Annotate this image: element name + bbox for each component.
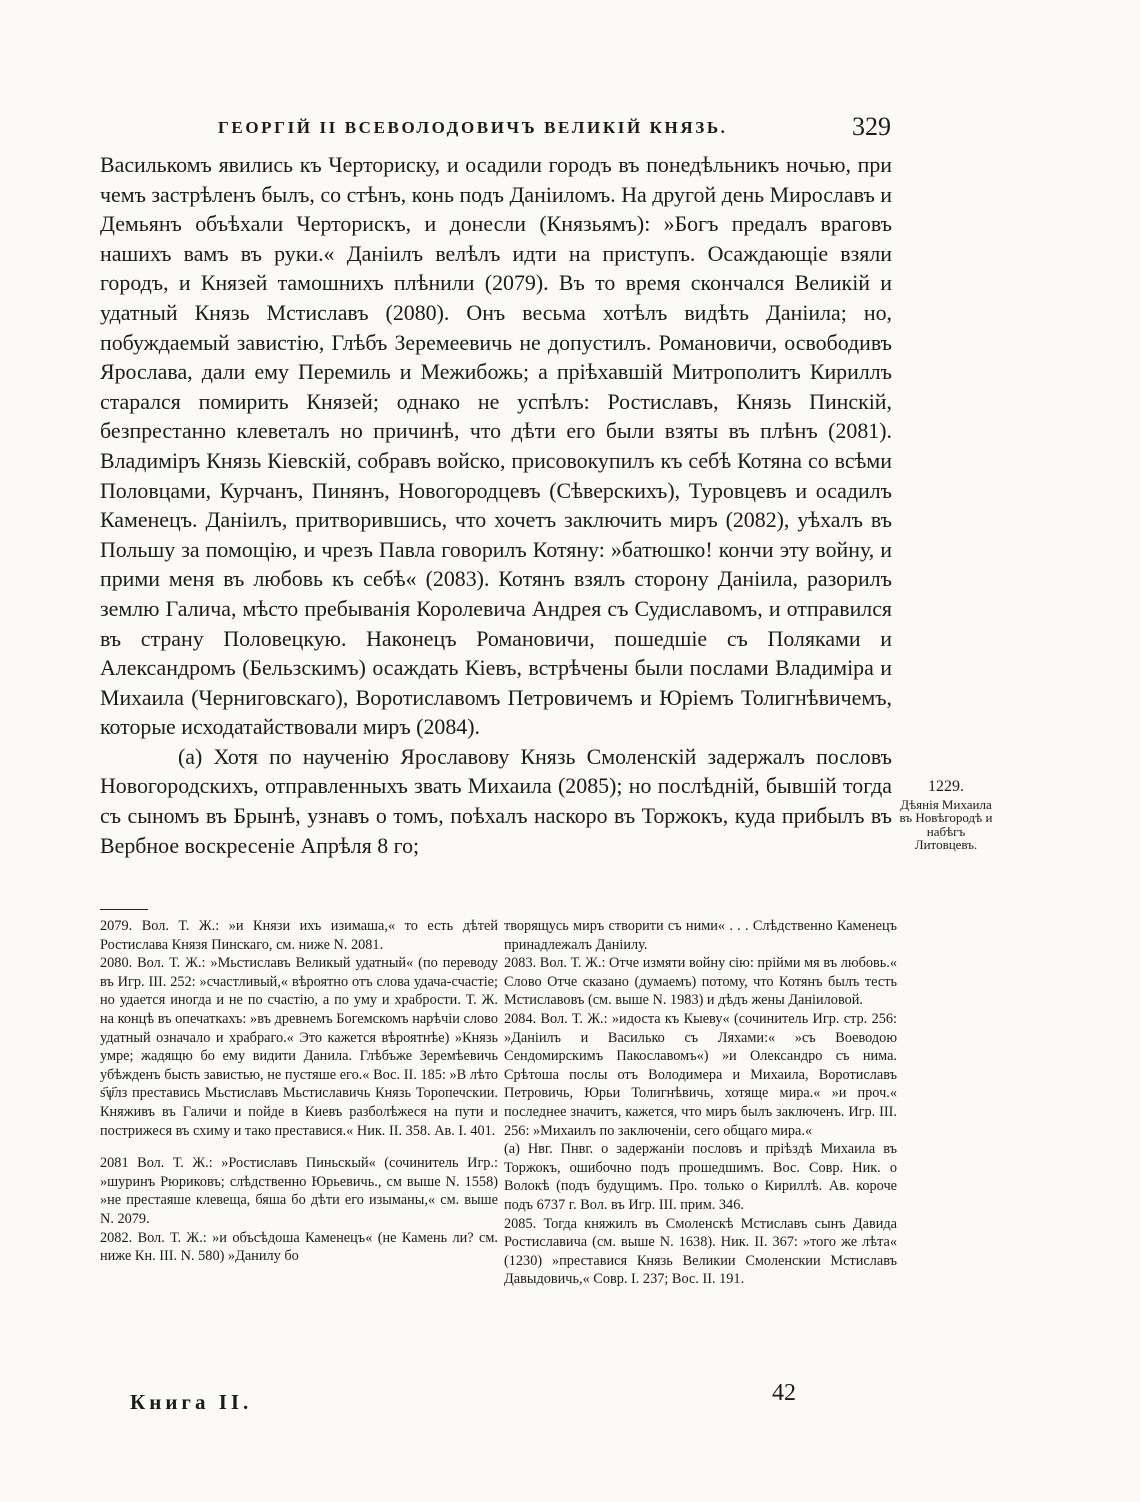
- footnote-rule: [100, 909, 148, 910]
- footnotes-left-column: [100, 917, 498, 1266]
- sheet-number: 42: [772, 1380, 796, 1406]
- marginal-note: [898, 780, 994, 852]
- footnote: творящусь миръ створити съ ними« . . . Слѣдственно Каменецъ принадлежалъ Даніилу.: [504, 918, 897, 953]
- marginal-year: 1229.: [928, 778, 964, 795]
- footnote: (а) Нвг. Пнвг. о задержаніи пословъ и пріѣздѣ Михаила въ Торжокъ, ошибочно подъ прошедшимъ. Вос. Совр. Ник. о Волокѣ (подъ будущимъ. Про. только о Кириллѣ. Ав. короче подъ 6737 г. Вол. въ Игр. III. прим. 346.: [504, 1141, 897, 1213]
- footnote: 2083. Вол. Т. Ж.: Отче измяти войну сію: прійми мя въ любовь.« Слово Отче сказано (думаемъ) потому, что Котянъ былъ тесть Мстиславовъ (см. выше N. 1983) и дѣдъ жены Даніиловой.: [504, 955, 897, 1009]
- footnote: 2084. Вол. Т. Ж.: »идоста къ Кыеву« (сочинитель Игр. стр. 256: »Даніилъ и Василько съ Ляхами:« »съ Воеводою Сендомирскимъ Пакославомъ«) »и Олександро съ нима. Срѣтоша послы отъ Володимера и Михаила, Воротиславъ Петровичь, Юрьи Толигнѣвичь, хотяще мира.« »и проч.« последнее значитъ, кажется, что миръ былъ заключенъ. Игр. III. 256: »Михаилъ по заключеніи, сего общаго мира.«: [504, 1010, 897, 1139]
- page-header: [0, 112, 1140, 152]
- footnote: 2085. Тогда княжилъ въ Смоленскѣ Мстиславъ сынъ Давида Ростиславича (см. выше N. 1638). Ник. II. 367: »того же лѣта« (1230) »преставися Князь Великии Смоленскии Мстиславъ Давыдовичь,« Совр. I. 237; Вос. II. 191.: [504, 1215, 898, 1288]
- body-paragraph: (а) Хотя по наученію Ярославову Князь Смоленскій задержалъ пословъ Новогородскихъ, отправленныхъ звать Михаила (2085); но послѣдній, бывшій тогда съ сыномъ въ Брынѣ, узнавъ о томъ, поѣхалъ наскоро въ Торжокъ, куда прибылъ въ Вербное воскресеніе Апрѣля 8 го;: [100, 743, 892, 858]
- footnotes-right-column: [504, 917, 897, 1289]
- footnote: 2079. Вол. Т. Ж.: »и Князи ихъ изимаша,« то есть дѣтей Ростислава Князя Пинскаго, см. ниже N. 2081.: [100, 918, 498, 953]
- footnote: 2082. Вол. Т. Ж.: »и объсѣдоша Каменецъ« (не Камень ли? см. ниже Кн. III. N. 580) »Данилу бо: [100, 1229, 498, 1265]
- body-paragraph: Василькомъ явились къ Черториску, и осадили городъ въ понедѣльникъ ночью, при чемъ застрѣленъ былъ, со стѣнъ, конь подъ Даніиломъ. На другой день Мирославъ и Демьянъ объѣхали Черторискъ, и донесли (Князьямъ): »Богъ предалъ враговъ нашихъ вамъ въ руки.« Даніилъ велѣлъ идти на приступъ. Осаждающіе взяли городъ, и Князей тамошнихъ плѣнили (2079). Въ то время скончался Великій и удатный Князь Мстиславъ (2080). Онъ весьма хотѣлъ видѣть Даніила; но, побуждаемый завистію, Глѣбъ Зеремеевичь не допустилъ. Романовичи, освободивъ Ярослава, дали ему Перемиль и Межибожь; а пріѣхавшій Митрополитъ Кириллъ старался помирить Князей; однако не успѣлъ: Ростиславъ, Князь Пинскій, безпрестанно клеветалъ но причинѣ, что дѣти его были взяты въ плѣнъ (2081). Владиміръ Князь Кіевскій, собравъ войско, присовокупилъ къ себѣ Котяна со всѣми Половцами, Курчанъ, Пинянъ, Новогородцевъ (Сѣверскихъ), Туровцевъ и осадилъ Каменецъ. Даніилъ, притворившись, что хочетъ заключить миръ (2082), уѣхалъ въ Польшу за помощію, и чрезъ Павла говорилъ Котяну: »батюшко! кончи эту войну, и прими меня въ любовь къ себѣ« (2083). Котянъ взялъ сторону Даніила, разорилъ землю Галича, мѣсто пребыванія Королевича Андрея съ Судиславомъ, и отправился въ страну Половецкую. Наконецъ Романовичи, пошедшіе съ Поляками и Александромъ (Бельзскимъ) осаждать Кіевъ, встрѣчены были послами Владиміра и Михаила (Черниговскаго), Воротиславомъ Петровичемъ и Юріемъ Толигнѣвичемъ, которые исходатайствовали миръ (2084).: [100, 152, 892, 740]
- page-number: 329: [852, 112, 891, 141]
- signature-mark: Книга II.: [130, 1390, 253, 1414]
- footnote: 2081 Вол. Т. Ж.: »Ростиславъ Пиньскый« (сочинитель Игр.: »шуринъ Рюриковъ; слѣдственно Юрьевичь., см выше N. 1558) »не престаяше клевеща, бяша бо дѣти его изыманы,« см. выше N. 2079.: [100, 1155, 499, 1227]
- main-text: [100, 150, 892, 860]
- running-title: ГЕОРГІЙ II ВСЕВОЛОДОВИЧЪ ВЕЛИКІЙ КНЯЗЬ.: [218, 118, 728, 137]
- marginal-text: Дѣянія Михаила въ Новѣгородѣ и набѣгъ Литовцевъ.: [899, 796, 993, 852]
- footnote: 2080. Вол. Т. Ж.: »Мьстиславъ Великый удатный« (по переводу въ Игр. III. 252: »счастливый,« вѣроятно отъ слова удача-счастіе; но удается иногда и не по счастію, а по уму и храбрости. Т. Ж. на концѣ въ опечаткахъ: »въ древнемъ Богемскомъ нарѣчіи слово удатный означало и храбраго.« Это кажется вѣроятнѣе) »Князь умре; жадящю бо ему видити Данила. Глѣбъже Зеремѣевичь убѣжденъ бысть завистью, не пустяше его.« Вос. II. 185: »В лѣто ѕ҃ѱ҃лз преставись Мьстиславъ Мьстиславичь Князь Торопечскии. Княживъ въ Галичи и пойде в Киевъ разболѣжеся на пути и пострижеся въ схиму и тако преставися.« Ник. II. 358. Ав. I. 401.: [100, 955, 498, 1139]
